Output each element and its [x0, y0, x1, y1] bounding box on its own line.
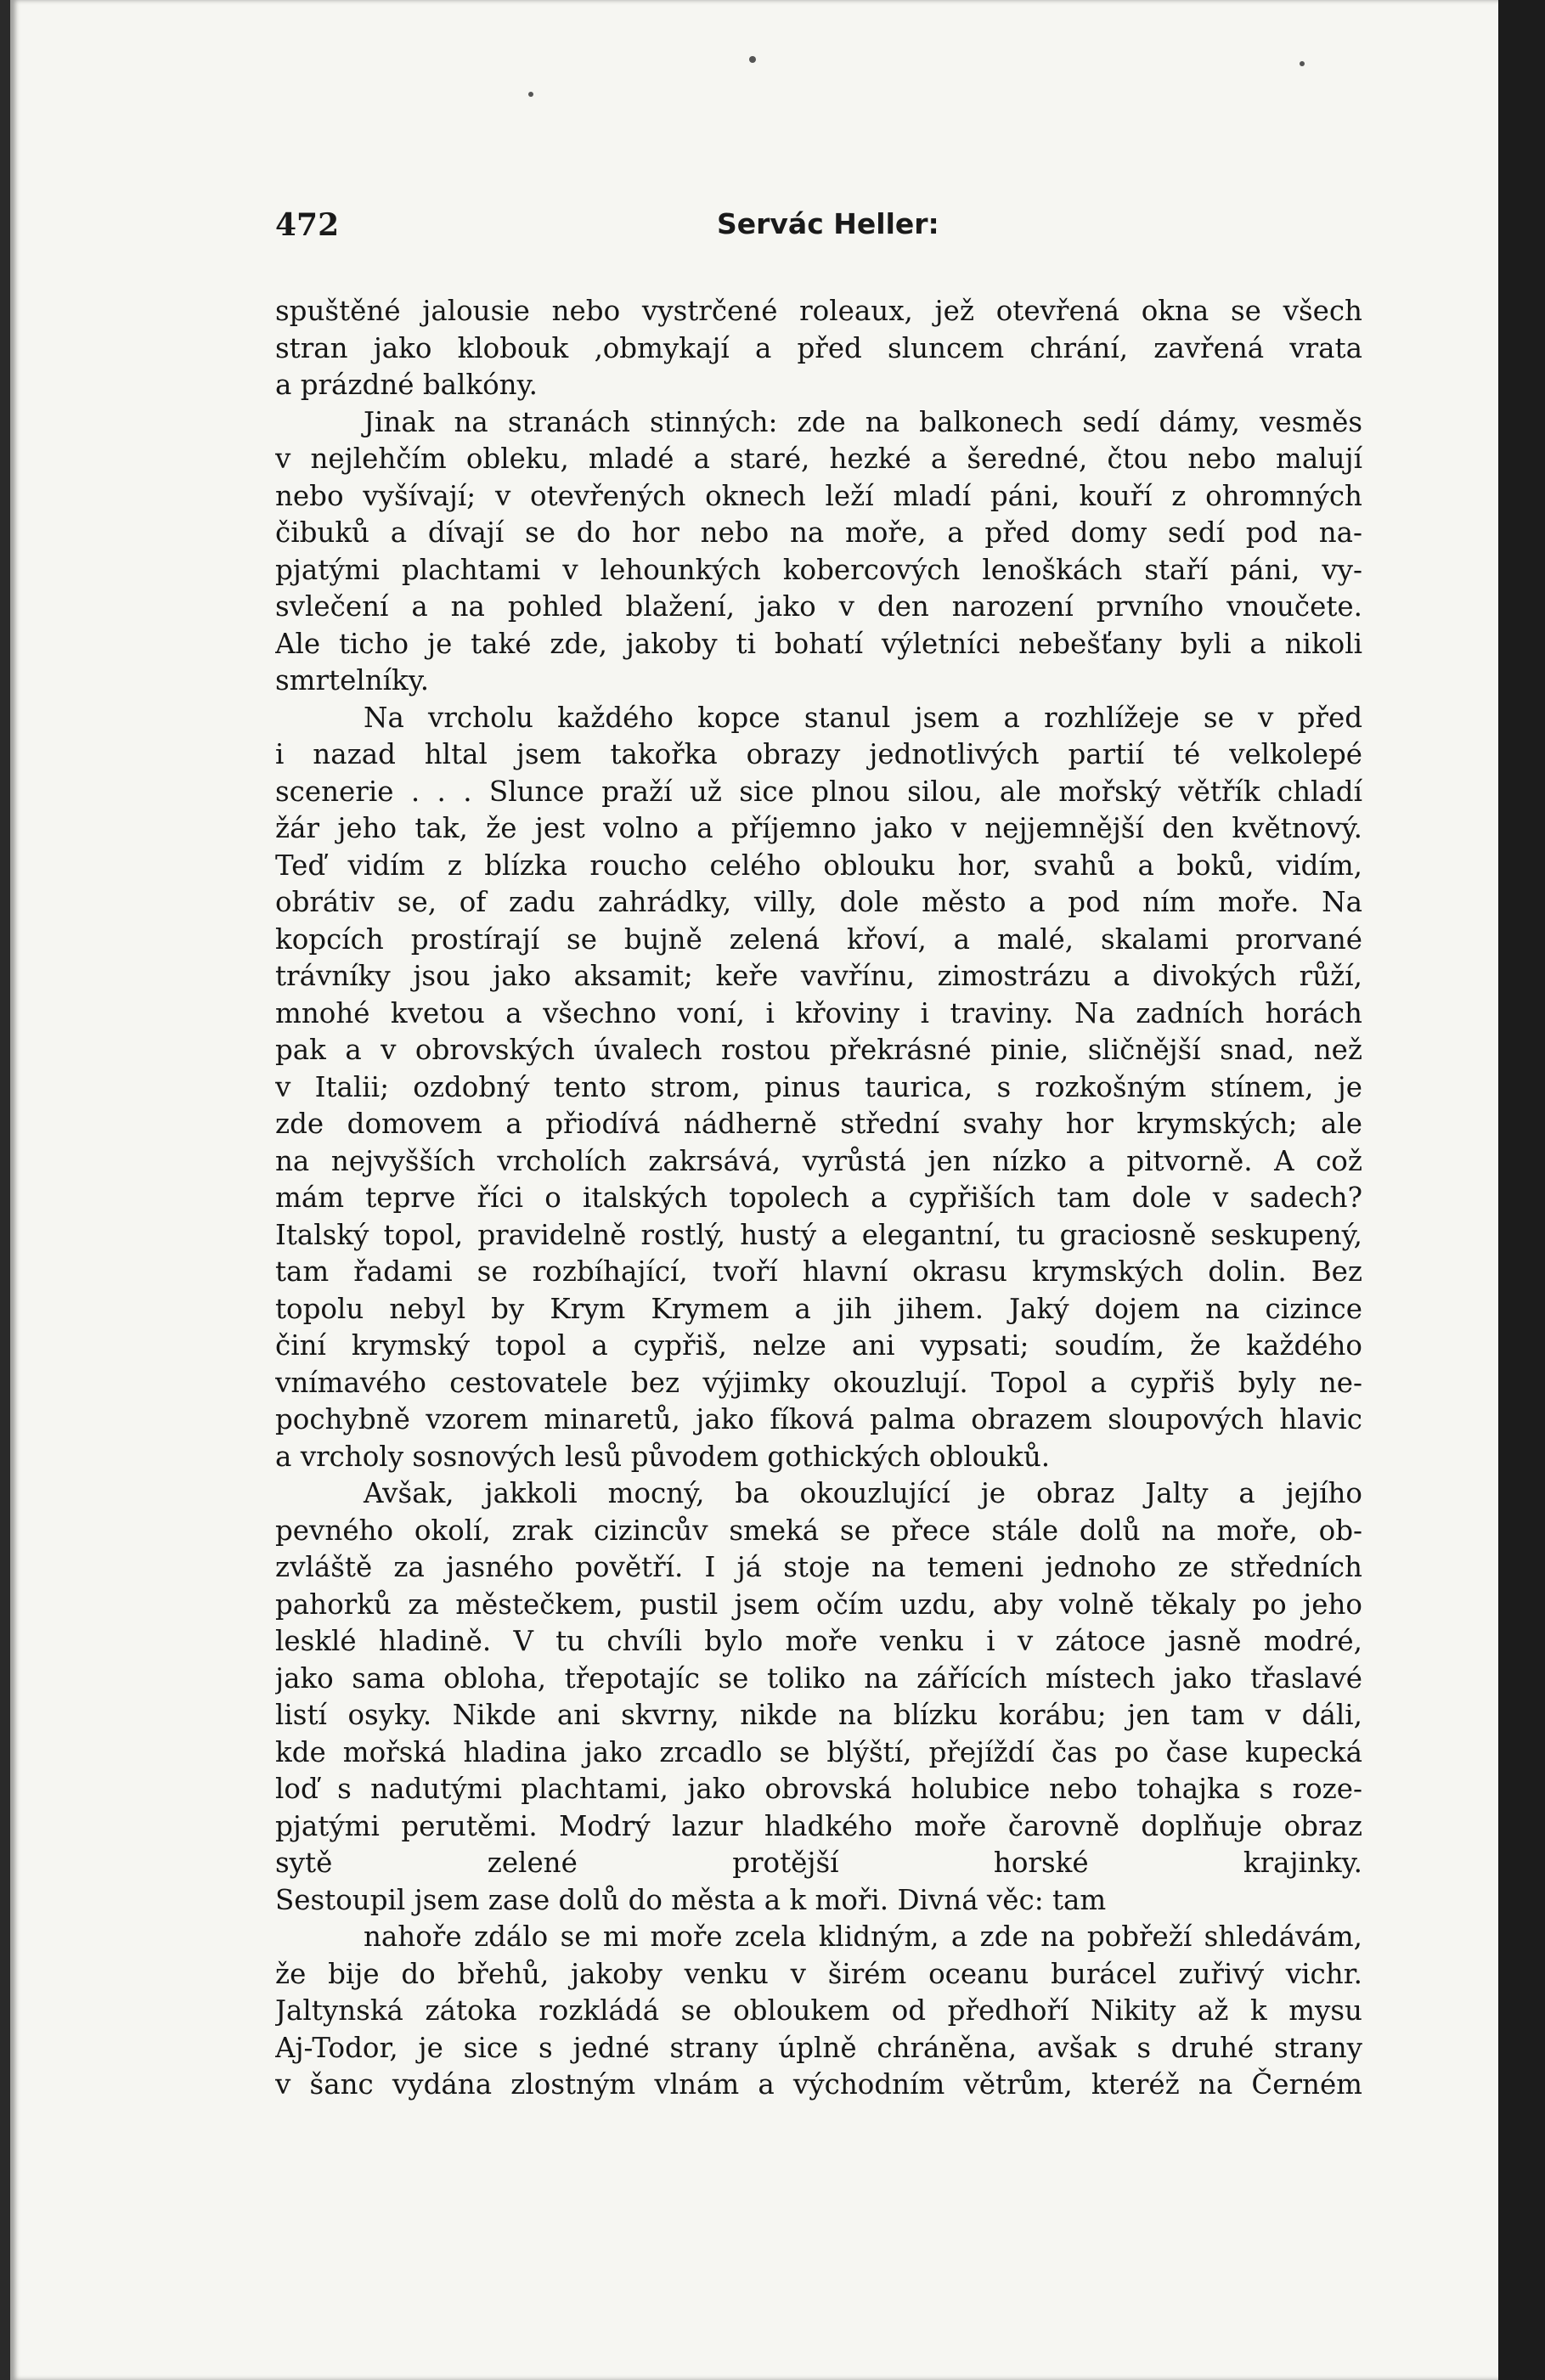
text-line: v Italii; ozdobný tento strom, pinus taurica, s rozkošným stínem, je [275, 1070, 1362, 1103]
page-header [275, 207, 1362, 250]
text-line: kopcích prostírají se bujně zelená křoví, a malé, skalami prorvané [275, 922, 1362, 956]
text-line: vnímavého cestovatele bez výjimky okouzlují. Topol a cypřiš byly ne- [275, 1366, 1362, 1399]
book-page [10, 0, 1498, 2380]
text-line: v šanc vydána zlostným vlnám a východním větrům, kteréž na Černém [275, 2068, 1362, 2101]
text-line: mnohé kvetou a všechno voní, i křoviny i traviny. Na zadních horách [275, 996, 1362, 1029]
text-line: loď s nadutými plachtami, jako obrovská holubice nebo tohajka s roze- [275, 1773, 1362, 1805]
text-line: stran jako klobouk ‚obmykají a před sluncem chrání, zavřená vrata [275, 331, 1362, 364]
ink-speck [749, 56, 756, 63]
text-line: pahorků za městečkem, pustil jsem očím uzdu, aby volně těkaly po jeho [275, 1588, 1362, 1621]
text-line: smrtelníky. [275, 664, 430, 697]
text-line: Avšak, jakkoli mocný, ba okouzlující je obraz Jalty a jejího [364, 1477, 1362, 1509]
text-line: a prázdné balkóny. [275, 369, 538, 401]
text-line: kde mořská hladina jako zrcadlo se blýští, přejíždí čas po čase kupecká [275, 1735, 1362, 1768]
text-line: Jinak na stranách stinných: zde na balkonech sedí dámy, vesměs [364, 405, 1362, 438]
text-line: Italský topol, pravidelně rostlý, hustý a elegantní, tu graciosně seskupený, [275, 1218, 1362, 1251]
body-text [275, 293, 1362, 2140]
text-line: že bije do břehů, jakoby venku v širém oceanu burácel zuřivý vichr. [275, 1957, 1362, 1990]
text-line: sytě zelené protější horské krajinky. [275, 1847, 1362, 1879]
text-line: mám teprve říci o italských topolech a cypřiších tam dole v sadech? [275, 1182, 1362, 1214]
text-line: lesklé hladině. V tu chvíli bylo moře venku i v zátoce jasně modré, [275, 1625, 1362, 1657]
text-line: i nazad hltal jsem takořka obrazy jednotlivých partií té velkolepé [275, 738, 1362, 770]
page-number: 472 [275, 207, 340, 243]
text-line: zvláště za jasného povětří. I já stoje na temeni jednoho ze středních [275, 1551, 1362, 1583]
text-line: trávníky jsou jako aksamit; keře vavřínu, zimostrázu a divokých růží, [275, 960, 1362, 992]
text-line: nahoře zdálo se mi moře zcela klidným, a zde na pobřeží shledávám, [364, 1920, 1362, 1953]
scan-border [1498, 0, 1545, 2380]
text-line: Ale ticho je také zde, jakoby ti bohatí výletníci nebešťany byli a nikoli [275, 627, 1362, 660]
text-line: tam řadami se rozbíhající, tvoří hlavní okrasu krymských dolin. Bez [275, 1255, 1362, 1288]
text-line: topolu nebyl by Krym Krymem a jih jihem. Jaký dojem na cizince [275, 1292, 1362, 1325]
text-line: zde domovem a přiodívá nádherně střední svahy hor krymských; ale [275, 1108, 1362, 1140]
text-line: a vrcholy sosnových lesů původem gothických oblouků. [275, 1440, 1051, 1473]
running-head: Servác Heller: [717, 207, 939, 240]
text-line: spuštěné jalousie nebo vystrčené roleaux, jež otevřená okna se všech [275, 295, 1362, 327]
text-line: listí osyky. Nikde ani skvrny, nikde na blízku korábu; jen tam v dáli, [275, 1699, 1362, 1731]
text-line: nebo vyšívají; v otevřených oknech leží mladí páni, kouří z ohromných [275, 479, 1362, 512]
ink-speck [1300, 61, 1305, 66]
text-line: Aj-Todor, je sice s jedné strany úplně chráněna, avšak s druhé strany [275, 2031, 1362, 2064]
text-line: pevného okolí, zrak cizincův smeká se přece stále dolů na moře, ob- [275, 1514, 1362, 1547]
text-line: žár jeho tak, že jest volno a příjemno jako v nejjemnější den květnový. [275, 812, 1362, 844]
text-line: Jaltynská zátoka rozkládá se obloukem od předhoří Nikity až k mysu [275, 1994, 1362, 2027]
text-line: pak a v obrovských úvalech rostou překrásné pinie, sličnější snad, než [275, 1034, 1362, 1066]
text-line: Sestoupil jsem zase dolů do města a k moři. Divná věc: tam [275, 1883, 1107, 1916]
text-line: Na vrcholu každého kopce stanul jsem a rozhlížeje se v před [364, 701, 1362, 734]
text-line: pjatými plachtami v lehounkých kobercových lenoškách staří páni, vy- [275, 553, 1362, 586]
text-line: jako sama obloha, třepotajíc se toliko na zářících místech jako třaslavé [275, 1661, 1362, 1695]
text-line [275, 2104, 1362, 2141]
text-line: v nejlehčím obleku, mladé a staré, hezké a šeredné, čtou nebo malují [275, 443, 1362, 475]
text-line: pochybně vzorem minaretů, jako fíková palma obrazem sloupových hlavic [275, 1403, 1362, 1435]
text-line: činí krymský topol a cypřiš, nelze ani vypsati; soudím, že každého [275, 1329, 1362, 1362]
text-line: na nejvyšších vrcholích zakrsává, vyrůstá jen nízko a pitvorně. A což [275, 1144, 1362, 1177]
text-line: pjatými perutěmi. Modrý lazur hladkého moře čarovně doplňuje obraz [275, 1809, 1362, 1842]
text-line: scenerie . . . Slunce praží už sice plnou silou, ale mořský větřík chladí [275, 775, 1362, 808]
text-line: Teď vidím z blízka roucho celého oblouku hor, svahů a boků, vidím, [275, 849, 1362, 882]
text-line: svlečení a na pohled blažení, jako v den narození prvního vnoučete. [275, 590, 1362, 623]
ink-speck [528, 92, 533, 97]
text-line: čibuků a dívají se do hor nebo na moře, a před domy sedí pod na- [275, 516, 1362, 549]
text-line: obrátiv se, of zadu zahrádky, villy, dole město a pod ním moře. Na [275, 886, 1362, 918]
